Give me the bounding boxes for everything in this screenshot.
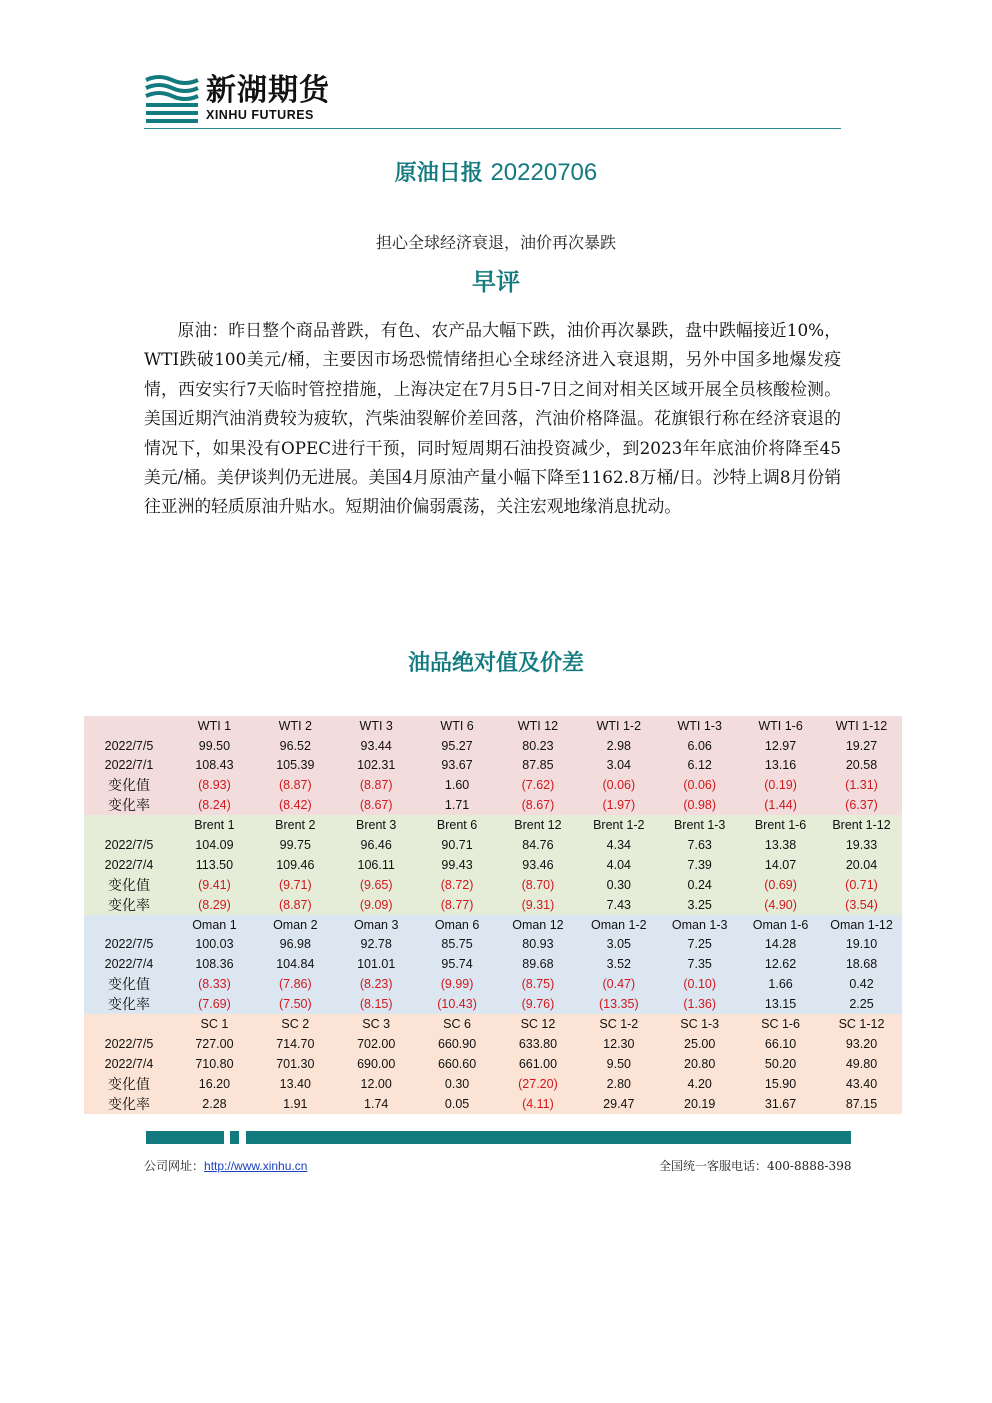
column-header: Oman 1-3 (659, 915, 740, 935)
table-cell: 4.34 (578, 835, 659, 855)
column-header: WTI 3 (336, 716, 417, 736)
table-header-row-wti (84, 716, 902, 736)
table-cell: (9.31) (498, 895, 579, 915)
section-heading-morning-review: 早评 (472, 268, 520, 296)
table-cell: 90.71 (417, 835, 498, 855)
table-cell: 12.97 (740, 736, 821, 756)
footer-bar-mid (230, 1131, 239, 1144)
table-cell: (8.87) (255, 775, 336, 795)
table-cell: 95.27 (417, 736, 498, 756)
table-cell: 3.52 (578, 954, 659, 974)
table-cell: 50.20 (740, 1054, 821, 1074)
table-row (84, 954, 902, 974)
column-header: Brent 1-2 (578, 815, 659, 835)
table-cell: 99.50 (174, 736, 255, 756)
table-cell: 7.25 (659, 935, 740, 955)
table-cell: 43.40 (821, 1074, 902, 1094)
table-cell: 701.30 (255, 1054, 336, 1074)
table-row (84, 855, 902, 875)
column-header: SC 6 (417, 1014, 498, 1034)
table-cell: 99.43 (417, 855, 498, 875)
table-cell: 106.11 (336, 855, 417, 875)
table-cell: 4.20 (659, 1074, 740, 1094)
column-header: Brent 1 (174, 815, 255, 835)
table-cell: 0.24 (659, 875, 740, 895)
table-cell: 14.07 (740, 855, 821, 875)
table-cell: (7.86) (255, 974, 336, 994)
table-corner-cell (84, 815, 174, 835)
table-cell: 102.31 (336, 756, 417, 776)
oil-price-spread-table (84, 716, 902, 1114)
table-cell: (9.09) (336, 895, 417, 915)
footer-bar-right (246, 1131, 851, 1144)
table-cell: (27.20) (498, 1074, 579, 1094)
table-row (84, 1074, 902, 1094)
table-row (84, 756, 902, 776)
table-cell: 108.36 (174, 954, 255, 974)
column-header: SC 1 (174, 1014, 255, 1034)
table-cell: 19.10 (821, 935, 902, 955)
table-cell: 714.70 (255, 1034, 336, 1054)
table-cell: 710.80 (174, 1054, 255, 1074)
company-logo (144, 72, 344, 128)
table-cell: 19.27 (821, 736, 902, 756)
table-cell: 89.68 (498, 954, 579, 974)
table-cell: 7.35 (659, 954, 740, 974)
table-cell: (8.24) (174, 795, 255, 815)
table-cell: 96.98 (255, 935, 336, 955)
table-cell: 13.16 (740, 756, 821, 776)
row-label: 2022/7/5 (84, 1034, 174, 1054)
column-header: Oman 2 (255, 915, 336, 935)
table-cell: 96.46 (336, 835, 417, 855)
table-cell: 4.04 (578, 855, 659, 875)
table-cell: (3.54) (821, 895, 902, 915)
table-cell: 93.46 (498, 855, 579, 875)
table-cell: 1.74 (336, 1094, 417, 1114)
footer-website (144, 1157, 307, 1174)
table-row (84, 875, 902, 895)
footer-hotline: 全国统一客服电话：400-8888-398 (659, 1159, 851, 1173)
table-corner-cell (84, 915, 174, 935)
table-cell: (0.10) (659, 974, 740, 994)
table-cell: 80.93 (498, 935, 579, 955)
table-header-row-brent (84, 815, 902, 835)
table-corner-cell (84, 1014, 174, 1034)
table-cell: (1.44) (740, 795, 821, 815)
table-cell: 15.90 (740, 1074, 821, 1094)
table-cell: (8.70) (498, 875, 579, 895)
table-cell: 2.80 (578, 1074, 659, 1094)
report-title-text: 原油日报 (394, 161, 483, 186)
table-row (84, 974, 902, 994)
table-cell: 2.25 (821, 994, 902, 1014)
row-label: 变化值 (84, 875, 174, 895)
table-cell: 105.39 (255, 756, 336, 776)
table-cell: 13.40 (255, 1074, 336, 1094)
column-header: WTI 2 (255, 716, 336, 736)
table-cell: 104.84 (255, 954, 336, 974)
column-header: Brent 3 (336, 815, 417, 835)
table-cell: 20.58 (821, 756, 902, 776)
column-header: Oman 1-2 (578, 915, 659, 935)
footer-website-link[interactable]: http://www.xinhu.cn (204, 1159, 308, 1173)
column-header: Oman 12 (498, 915, 579, 935)
column-header: SC 1-12 (821, 1014, 902, 1034)
column-header: Oman 1 (174, 915, 255, 935)
table-cell: (8.75) (498, 974, 579, 994)
table-cell: 20.19 (659, 1094, 740, 1114)
column-header: Brent 2 (255, 815, 336, 835)
table-cell: 0.30 (578, 875, 659, 895)
table-cell: (7.62) (498, 775, 579, 795)
table-row (84, 895, 902, 915)
company-name-cn: 新湖期货 (206, 73, 330, 108)
table-cell: 0.30 (417, 1074, 498, 1094)
table-cell: 87.85 (498, 756, 579, 776)
table-cell: 7.39 (659, 855, 740, 875)
table-cell: 49.80 (821, 1054, 902, 1074)
table-cell: (1.97) (578, 795, 659, 815)
table-cell: 108.43 (174, 756, 255, 776)
table-cell: 100.03 (174, 935, 255, 955)
table-row (84, 835, 902, 855)
table-cell: (8.87) (336, 775, 417, 795)
table-cell: (8.23) (336, 974, 417, 994)
table-cell: 0.42 (821, 974, 902, 994)
table-cell: (9.76) (498, 994, 579, 1014)
table-cell: (8.93) (174, 775, 255, 795)
table-cell: 1.71 (417, 795, 498, 815)
column-header: Brent 6 (417, 815, 498, 835)
report-date: 20220706 (490, 159, 598, 186)
column-header: Brent 1-3 (659, 815, 740, 835)
table-cell: 84.76 (498, 835, 579, 855)
table-cell: 660.60 (417, 1054, 498, 1074)
column-header: SC 1-3 (659, 1014, 740, 1034)
table-cell: 20.80 (659, 1054, 740, 1074)
table-cell: (0.06) (659, 775, 740, 795)
table-cell: (1.31) (821, 775, 902, 795)
header-divider (144, 128, 841, 129)
table-cell: (0.19) (740, 775, 821, 795)
table-cell: (13.35) (578, 994, 659, 1014)
table-cell: 2.98 (578, 736, 659, 756)
column-header: WTI 1-6 (740, 716, 821, 736)
table-cell: 96.52 (255, 736, 336, 756)
table-cell: 9.50 (578, 1054, 659, 1074)
table-cell: 690.00 (336, 1054, 417, 1074)
table-cell: (8.29) (174, 895, 255, 915)
column-header: SC 12 (498, 1014, 579, 1034)
table-row (84, 935, 902, 955)
table-cell: 7.63 (659, 835, 740, 855)
table-cell: 85.75 (417, 935, 498, 955)
table-cell: 80.23 (498, 736, 579, 756)
table-cell: 93.67 (417, 756, 498, 776)
table-cell: 93.44 (336, 736, 417, 756)
table-cell: 12.30 (578, 1034, 659, 1054)
table-cell: 66.10 (740, 1034, 821, 1054)
table-cell: 25.00 (659, 1034, 740, 1054)
table-heading: 油品绝对值及价差 (407, 651, 584, 676)
column-header: WTI 12 (498, 716, 579, 736)
row-label: 2022/7/5 (84, 736, 174, 756)
table-cell: (0.98) (659, 795, 740, 815)
table-cell: (0.06) (578, 775, 659, 795)
table-cell: 727.00 (174, 1034, 255, 1054)
table-cell: (8.87) (255, 895, 336, 915)
table-cell: 104.09 (174, 835, 255, 855)
table-row (84, 736, 902, 756)
table-row (84, 1094, 902, 1114)
table-cell: 95.74 (417, 954, 498, 974)
table-row (84, 795, 902, 815)
table-header-row-oman (84, 915, 902, 935)
table-cell: 92.78 (336, 935, 417, 955)
table-cell: (9.41) (174, 875, 255, 895)
xinhu-logo-icon (144, 72, 200, 124)
row-label: 2022/7/4 (84, 1054, 174, 1074)
table-cell: 1.91 (255, 1094, 336, 1114)
table-cell: (10.43) (417, 994, 498, 1014)
table-cell: 20.04 (821, 855, 902, 875)
table-cell: 3.05 (578, 935, 659, 955)
table-cell: 113.50 (174, 855, 255, 875)
table-cell: (0.47) (578, 974, 659, 994)
column-header: WTI 1-3 (659, 716, 740, 736)
column-header: Brent 1-12 (821, 815, 902, 835)
table-cell: 661.00 (498, 1054, 579, 1074)
column-header: WTI 1-12 (821, 716, 902, 736)
table-header-row-sc (84, 1014, 902, 1034)
footer-bar-left (146, 1131, 224, 1144)
table-cell: (8.42) (255, 795, 336, 815)
table-cell: (8.72) (417, 875, 498, 895)
table-cell: (8.77) (417, 895, 498, 915)
row-label: 2022/7/4 (84, 855, 174, 875)
table-row (84, 1054, 902, 1074)
table-cell: 19.33 (821, 835, 902, 855)
table-cell: (6.37) (821, 795, 902, 815)
table-cell: (0.69) (740, 875, 821, 895)
row-label: 2022/7/5 (84, 835, 174, 855)
column-header: WTI 6 (417, 716, 498, 736)
table-cell: (9.99) (417, 974, 498, 994)
column-header: SC 3 (336, 1014, 417, 1034)
table-cell: 633.80 (498, 1034, 579, 1054)
row-label: 变化率 (84, 1094, 174, 1114)
row-label: 变化率 (84, 994, 174, 1014)
table-cell: 13.15 (740, 994, 821, 1014)
table-cell: 13.38 (740, 835, 821, 855)
column-header: WTI 1-2 (578, 716, 659, 736)
column-header: Oman 6 (417, 915, 498, 935)
column-header: Oman 1-6 (740, 915, 821, 935)
table-row (84, 994, 902, 1014)
table-cell: 2.28 (174, 1094, 255, 1114)
row-label: 2022/7/4 (84, 954, 174, 974)
table-cell: (8.33) (174, 974, 255, 994)
row-label: 变化率 (84, 895, 174, 915)
column-header: SC 1-6 (740, 1014, 821, 1034)
table-cell: (4.90) (740, 895, 821, 915)
company-name-en: XINHU FUTURES (206, 108, 314, 122)
table-cell: (8.67) (498, 795, 579, 815)
column-header: WTI 1 (174, 716, 255, 736)
row-label: 变化率 (84, 795, 174, 815)
table-cell: 660.90 (417, 1034, 498, 1054)
column-header: Oman 3 (336, 915, 417, 935)
table-cell: (1.36) (659, 994, 740, 1014)
table-cell: 87.15 (821, 1094, 902, 1114)
table-cell: 12.00 (336, 1074, 417, 1094)
table-cell: 93.20 (821, 1034, 902, 1054)
row-label: 2022/7/5 (84, 935, 174, 955)
table-cell: 3.25 (659, 895, 740, 915)
morning-review-paragraph: 原油：昨日整个商品普跌，有色、农产品大幅下跌，油价再次暴跌，盘中跌幅接近10%，WTI跌破100美元/桶，主要因市场恐慌情绪担心全球经济进入衰退期，另外中国多地爆发疫情，西安实行7天临时管控措施，上海决定在7月5日-7日之间对相关区域开展全员核酸检测。美国近期汽油消费较为疲软，汽柴油裂解价差回落，汽油价格降温。花旗银行称在经济衰退的情况下，如果没有OPEC进行干预，同时短周期石油投资减少，到2023年年底油价将降至45美元/桶。美伊谈判仍无进展。美国4月原油产量小幅下降至1162.8万桶/日。沙特上调8月份销往亚洲的轻质原油升贴水。短期油价偏弱震荡，关注宏观地缘消息扰动。 (144, 320, 841, 517)
report-subtitle: 担心全球经济衰退，油价再次暴跌 (375, 233, 616, 252)
table-cell: 31.67 (740, 1094, 821, 1114)
table-row (84, 775, 902, 795)
table-cell: (7.69) (174, 994, 255, 1014)
row-label: 2022/7/1 (84, 756, 174, 776)
table-cell: 702.00 (336, 1034, 417, 1054)
row-label: 变化值 (84, 974, 174, 994)
column-header: SC 2 (255, 1014, 336, 1034)
table-cell: 18.68 (821, 954, 902, 974)
column-header: Brent 12 (498, 815, 579, 835)
table-cell: 0.05 (417, 1094, 498, 1114)
table-cell: 29.47 (578, 1094, 659, 1114)
footer-website-label: 公司网址： (144, 1159, 205, 1173)
report-title (0, 156, 992, 187)
table-cell: (8.15) (336, 994, 417, 1014)
table-cell: (4.11) (498, 1094, 579, 1114)
table-row (84, 1034, 902, 1054)
table-cell: (0.71) (821, 875, 902, 895)
table-cell: (8.67) (336, 795, 417, 815)
table-cell: (9.65) (336, 875, 417, 895)
table-cell: 7.43 (578, 895, 659, 915)
column-header: Brent 1-6 (740, 815, 821, 835)
column-header: SC 1-2 (578, 1014, 659, 1034)
table-cell: 109.46 (255, 855, 336, 875)
table-cell: 12.62 (740, 954, 821, 974)
table-cell: 99.75 (255, 835, 336, 855)
row-label: 变化值 (84, 1074, 174, 1094)
table-cell: 3.04 (578, 756, 659, 776)
table-cell: 6.06 (659, 736, 740, 756)
table-cell: 101.01 (336, 954, 417, 974)
table-cell: 16.20 (174, 1074, 255, 1094)
table-cell: (7.50) (255, 994, 336, 1014)
table-cell: 1.66 (740, 974, 821, 994)
table-corner-cell (84, 716, 174, 736)
table-cell: 6.12 (659, 756, 740, 776)
table-cell: 14.28 (740, 935, 821, 955)
table-cell: (9.71) (255, 875, 336, 895)
table-cell: 1.60 (417, 775, 498, 795)
column-header: Oman 1-12 (821, 915, 902, 935)
row-label: 变化值 (84, 775, 174, 795)
